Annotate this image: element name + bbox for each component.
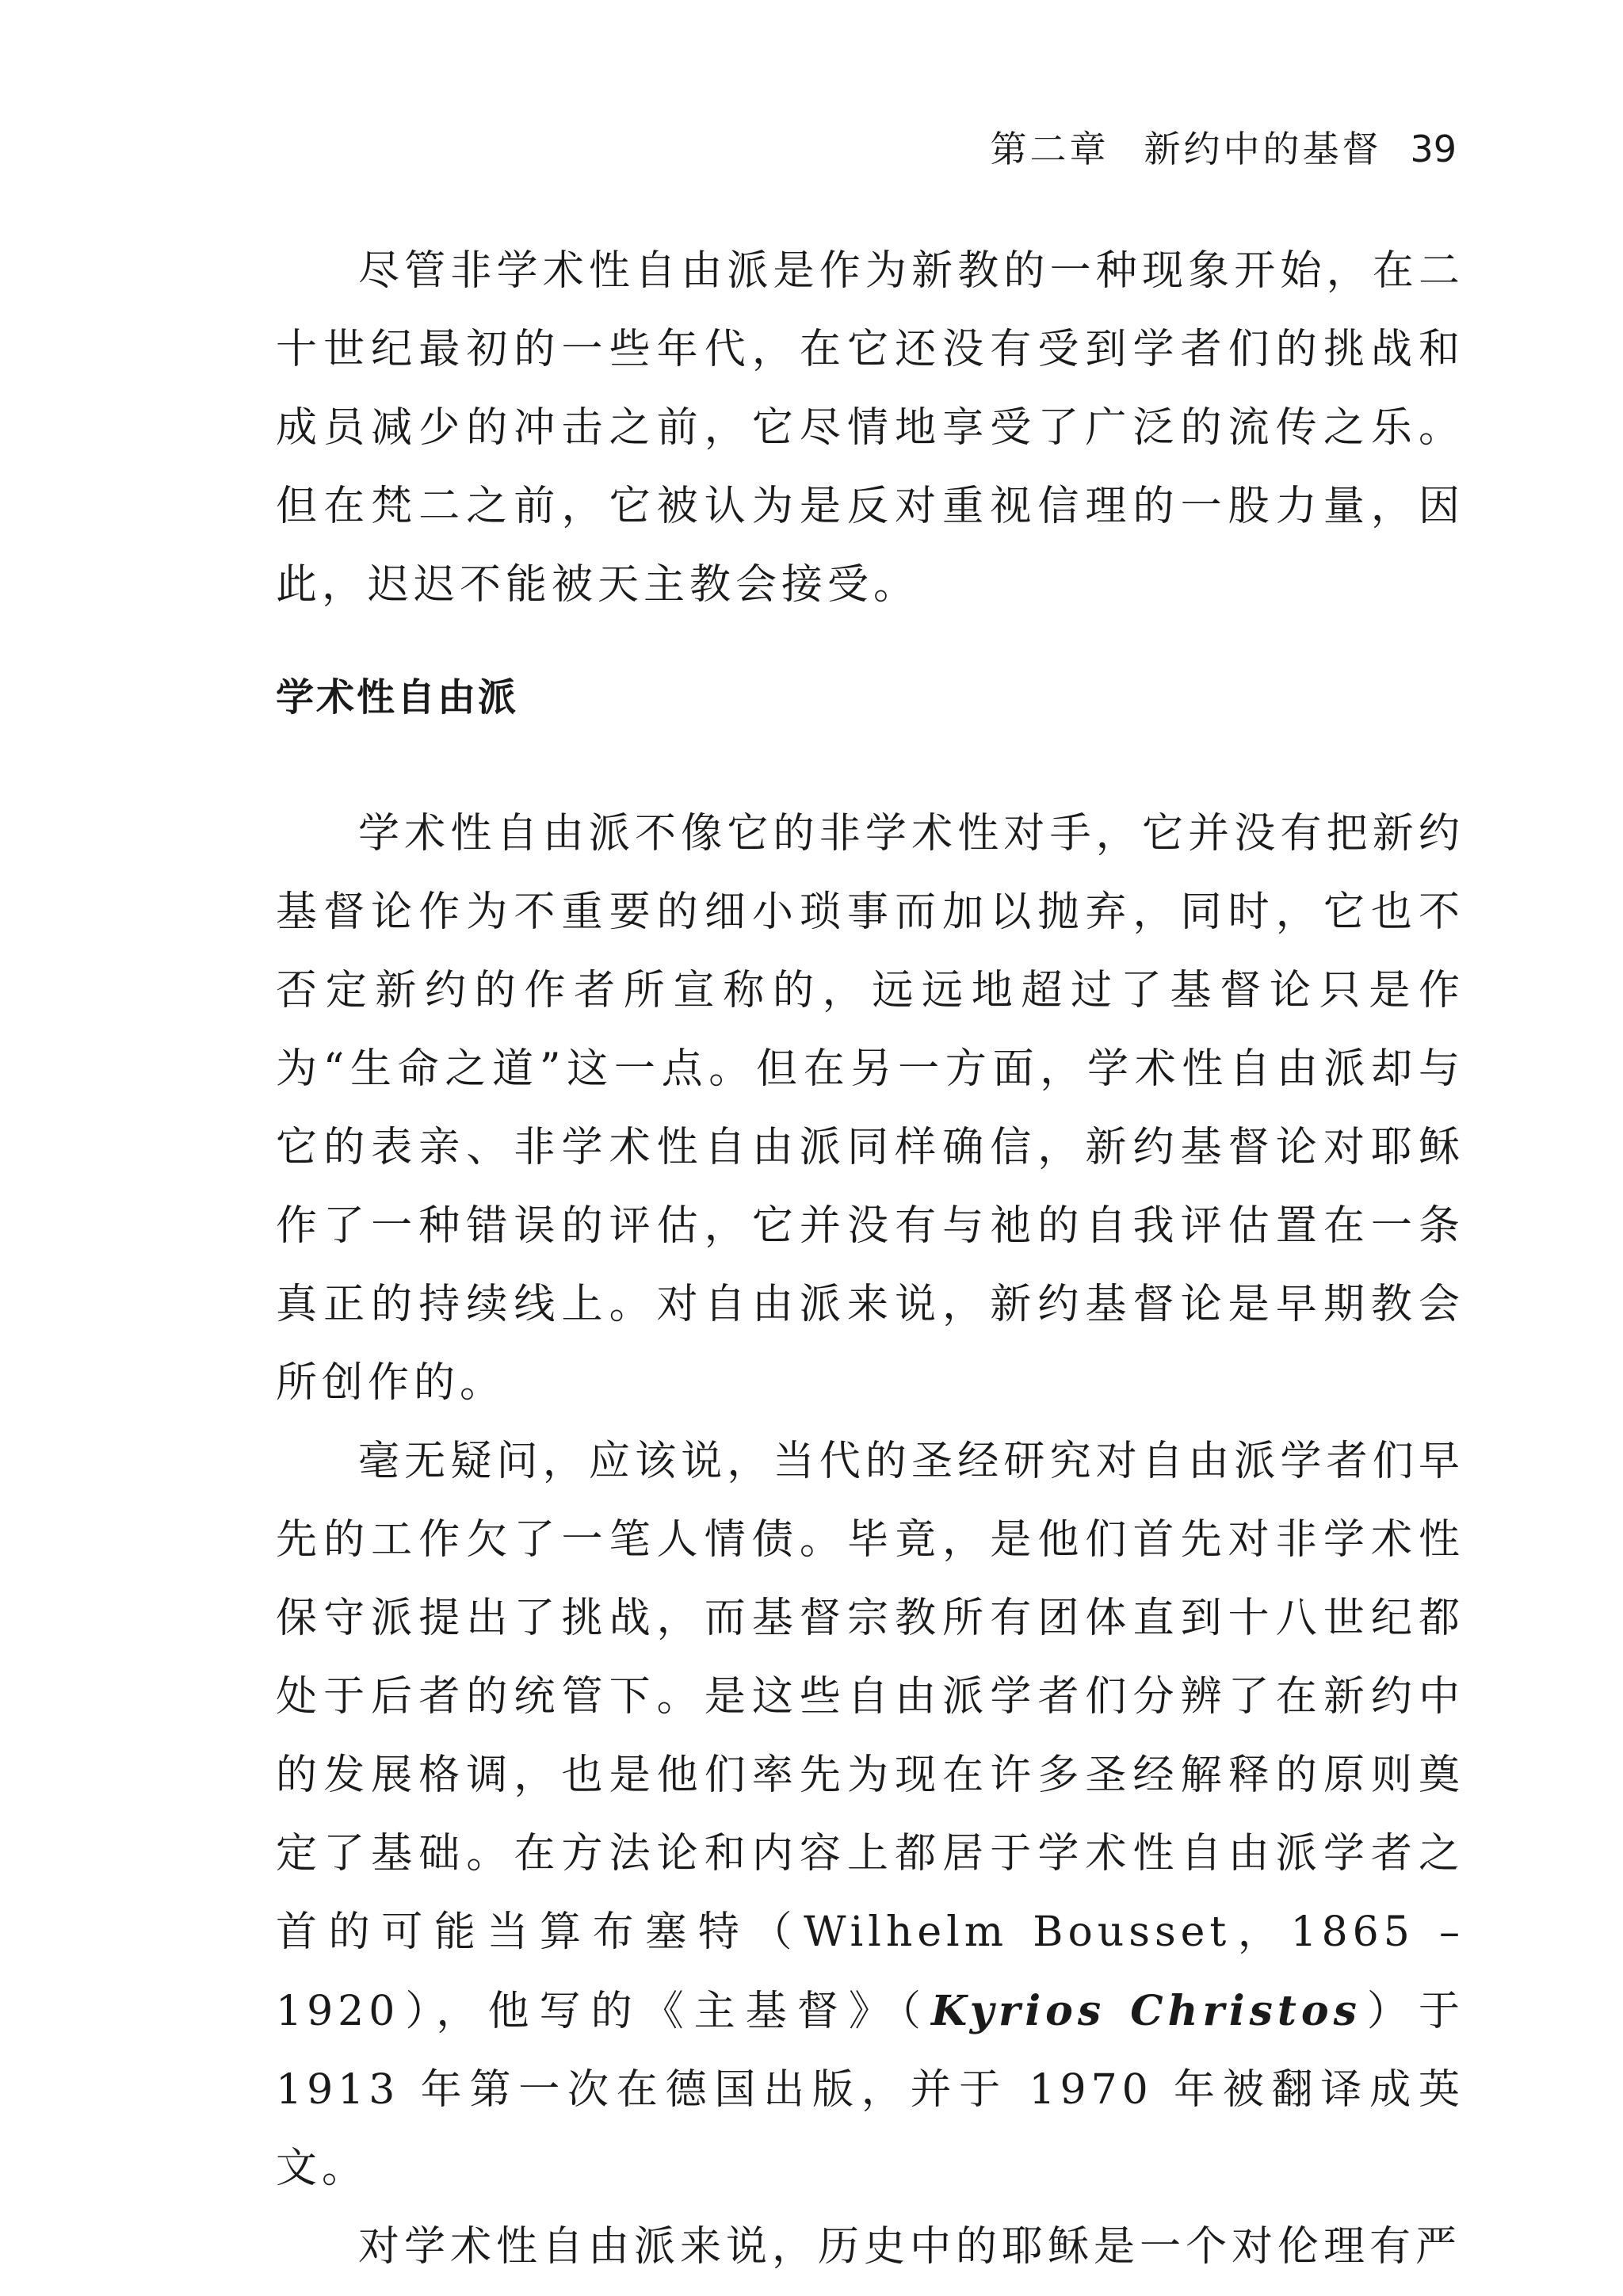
chapter-title: 新约中的基督 — [1144, 128, 1382, 170]
paragraph-text: ）于 1913 年第一次在德国出版，并于 1970 年被翻译成英文。 — [276, 1988, 1465, 2192]
paragraph: 尽管非学术性自由派是作为新教的一种现象开始，在二十世纪最初的一些年代，在它还没有受到学者们的挑战和成员减少的冲击之前，它尽情地享受了广泛的流传之乐。但在梵二之前，它被认为是反对重视信理的一股力量，因此，迟迟不能被天主教会接受。 — [276, 247, 1465, 609]
page-number: 39 — [1410, 128, 1457, 170]
paragraph-text: 毫无疑问，应该说，当代的圣经研究对自由派学者们早先的工作欠了一笔人情债。毕竟，是他们首先对非学术性保守派提出了挑战，而基督宗教所有团体直到十八世纪都处于后者的统管下。是这些自由派学者们分辨了在新约中的发展格调，也是他们率先为现在许多圣经解释的原则奠定了基础。在方法论和内容上都居于学术性自由派学者之首的可能当算布塞特（Wilhelm Bousset，1865 – 1920），他写的《主基督》（ — [276, 1438, 1465, 2035]
intro-text-block — [276, 232, 1465, 625]
section-text-block — [276, 795, 1465, 2286]
paragraph: 对学术性自由派来说，历史中的耶稣是一个对伦理有严 — [358, 2223, 1462, 2271]
section-heading: 学术性自由派 — [276, 675, 519, 720]
paragraph — [276, 1423, 1465, 2208]
book-title-latin: Kyrios Christos — [930, 1987, 1361, 2035]
chapter-label: 第二章 — [990, 128, 1109, 170]
running-header — [990, 125, 1457, 173]
paragraph: 学术性自由派不像它的非学术性对手，它并没有把新约基督论作为不重要的细小琐事而加以抛弃，同时，它也不否定新约的作者所宣称的，远远地超过了基督论只是作为“生命之道”这一点。但在另一方面，学术性自由派却与它的表亲、非学术性自由派同样确信，新约基督论对耶稣作了一种错误的评估，它并没有与祂的自我评估置在一条真正的持续线上。对自由派来说，新约基督论是早期教会所创作的。 — [276, 810, 1465, 1407]
